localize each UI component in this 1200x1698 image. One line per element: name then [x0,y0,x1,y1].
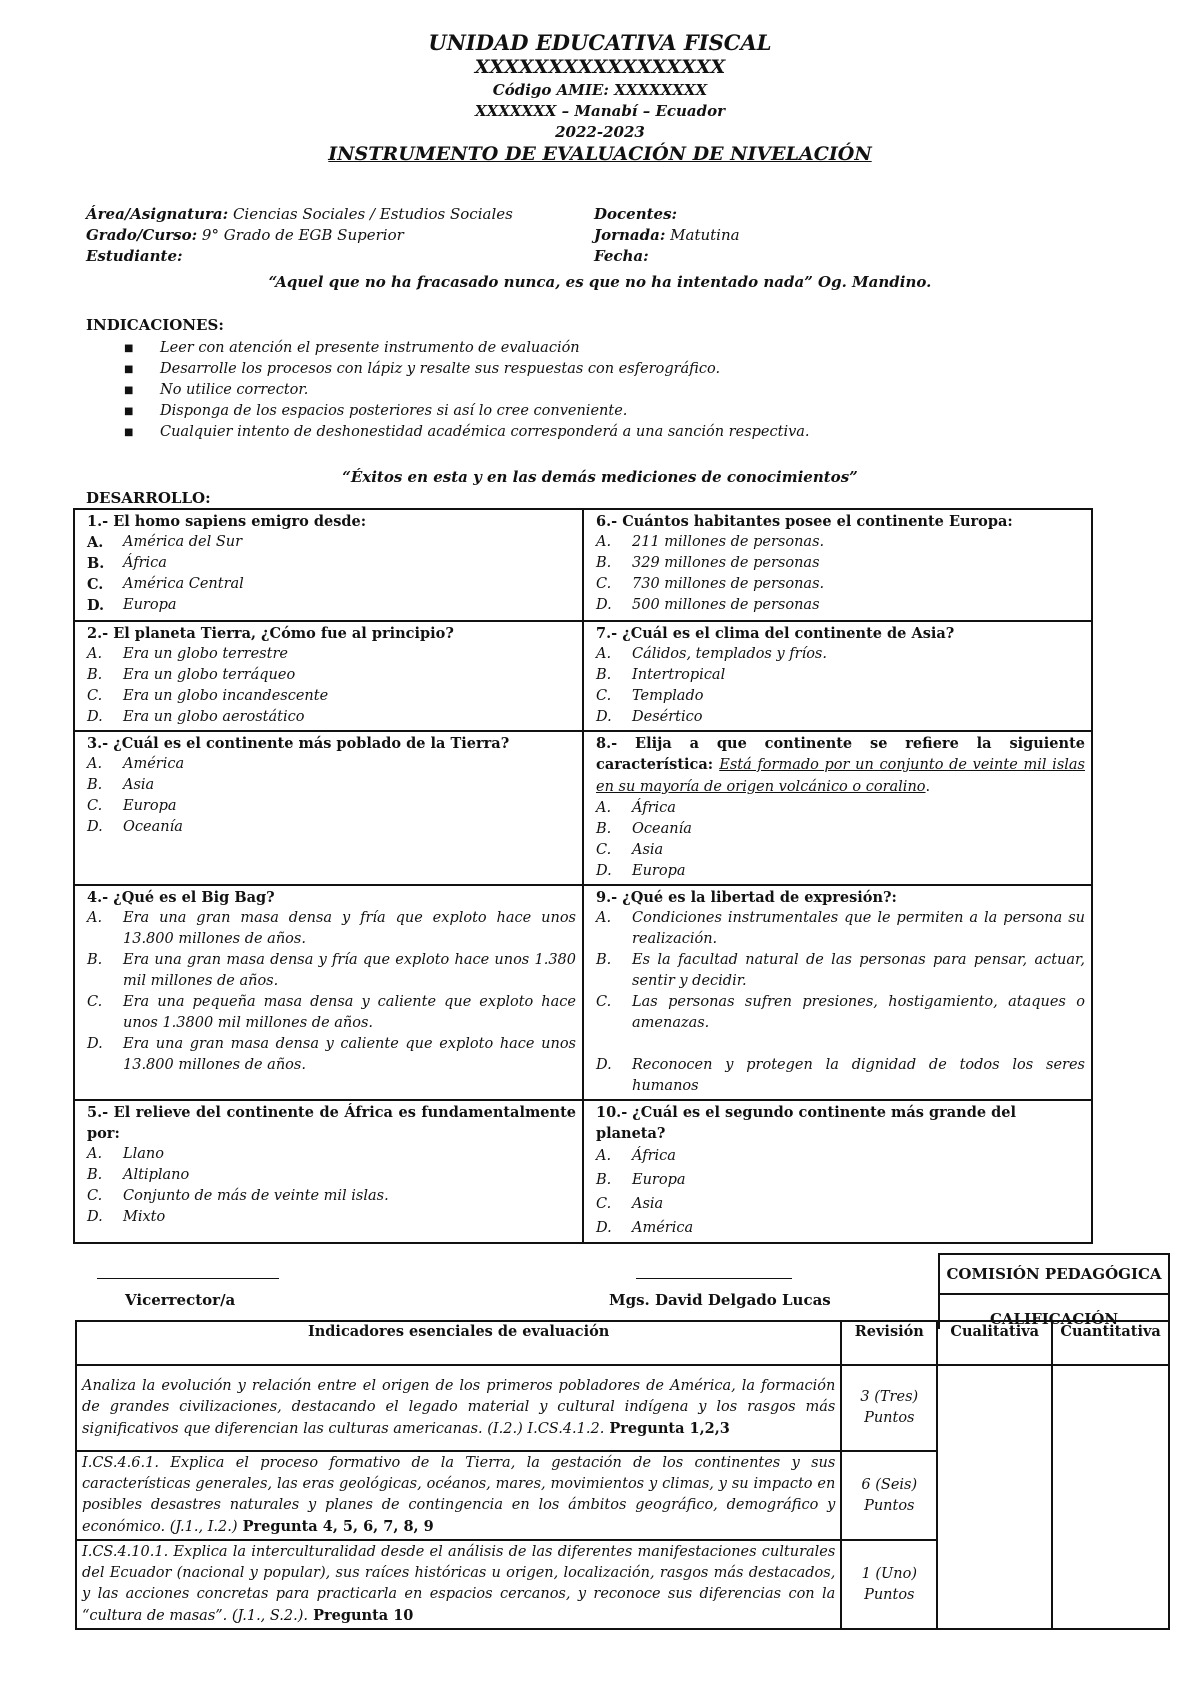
list-item: ■ Desarrolle los procesos con lápiz y resalte sus respuestas con esferográfico. [124,359,810,380]
page-title: INSTRUMENTO DE EVALUACIÓN DE NIVELACIÓN [328,142,872,165]
comision-title: COMISIÓN PEDAGÓGICA [939,1254,1169,1294]
grado-label: Grado/Curso: [86,226,198,244]
question-1: 1.- El homo sapiens emigro desde: A. América del Sur B. África C. América Central D. Europa [74,509,583,621]
comision-table [938,1253,1170,1329]
docentes-label: Docentes: [594,205,678,223]
question-4: 4.- ¿Qué es el Big Bag? A. Era una gran masa densa y fría que exploto hace unos 13.800 millones de años. B. Era una gran masa densa y fría que exploto hace unos 1.380 mil millones de años. C. Era una pequeña masa densa y caliente que exploto hace unos 1.3800 mil millones de años. D. Era una gran masa densa y caliente que exploto hace unos 13.800 millones de años. [74,885,583,1100]
exitos-message: “Éxitos en esta y en las demás mediciones de conocimientos” [342,468,858,486]
grado-value: 9° Grado de EGB Superior [197,226,404,244]
revision-header: Revisión [841,1321,937,1365]
square-bullet-icon: ■ [124,406,134,417]
question-10: 10.- ¿Cuál es el segundo continente más grande del planeta? A. África B. Europa C. Asia D. América [583,1100,1092,1243]
estudiante-label: Estudiante: [86,247,183,265]
cualitativa-cell[interactable] [937,1365,1052,1629]
list-item: ■ No utilice corrector. [124,380,810,401]
square-bullet-icon: ■ [124,364,134,375]
question-5: 5.- El relieve del continente de África es fundamentalmente por: A. Llano B. Altiplano C. Conjunto de más de veinte mil islas. D. Mixto [74,1100,583,1243]
revision-1: 3 (Tres) Puntos [841,1365,937,1451]
question-8-description: Está formado por un conjunto de veinte mil islas en su mayoría de origen volcánico o coralino [596,757,1085,795]
docente-signature-line [636,1278,792,1279]
school-name: UNIDAD EDUCATIVA FISCAL [428,30,772,55]
indicator-3: I.CS.4.10.1. Explica la interculturalidad desde el análisis de las diferentes manifestaciones culturales del Ecuador (nacional y popular), sus raíces históricas u origen, localización, rasgos más destacados, y las acciones concretas para practicarla en espacios cercanos, y reconoce sus diferencias con la “cultura de masas”. (J.1., S.2.). Pregunta 10 [76,1540,841,1629]
question-9: 9.- ¿Qué es la libertad de expresión?: A. Condiciones instrumentales que le permiten a la persona su realización. B. Es la facultad natural de las personas para pensar, actuar, sentir y decidir. C. Las personas sufren presiones, hostigamiento, ataques o amenazas. D. Reconocen y protegen la dignidad de todos los seres humanos [583,885,1092,1100]
fecha-label: Fecha: [594,247,649,265]
square-bullet-icon: ■ [124,343,134,354]
exam-metadata [86,205,1116,268]
revision-2: 6 (Seis) Puntos [841,1451,937,1540]
indicadores-header: Indicadores esenciales de evaluación [76,1321,841,1365]
square-bullet-icon: ■ [124,427,134,438]
area-label: Área/Asignatura: [86,205,229,223]
header [0,30,1200,165]
jornada-label: Jornada: [594,226,666,244]
question-3: 3.- ¿Cuál es el continente más poblado de la Tierra? A. América B. Asia C. Europa D. Oceanía [74,731,583,885]
question-8: 8.- Elija a que continente se refiere la siguiente característica: Está formado por un conjunto de veinte mil islas en su mayoría de origen volcánico o coralino. A. África B. Oceanía C. Asia D. Europa [583,731,1092,885]
list-item: ■ Cualquier intento de deshonestidad académica corresponderá a una sanción respectiva. [124,422,810,443]
amie-code: Código AMIE: XXXXXXXX [492,80,708,99]
calificacion-label: CALIFICACIÓN [939,1294,1169,1329]
question-7: 7.- ¿Cuál es el clima del continente de Asia? A. Cálidos, templados y fríos. B. Intertropical C. Templado D. Desértico [583,621,1092,731]
cualitativa-header: Cualitativa [937,1321,1052,1365]
question-6: 6.- Cuántos habitantes posee el continente Europa: A. 211 millones de personas. B. 329 millones de personas C. 730 millones de personas. D. 500 millones de personas [583,509,1092,621]
list-item: ■ Leer con atención el presente instrumento de evaluación [124,338,810,359]
school-code: XXXXXXXXXXXXXXXXX [474,56,726,79]
indicator-1: Analiza la evolución y relación entre el origen de los primeros pobladores de América, la formación de grandes civilizaciones, destacando el legado material y cultural indígena y los rasgos más significativos que diferencian las culturas americanas. (I.2.) I.CS.4.1.2. Pregunta 1,2,3 [76,1365,841,1451]
school-location: XXXXXXX – Manabí – Ecuador [474,101,726,120]
square-bullet-icon: ■ [124,385,134,396]
indicaciones-title: INDICACIONES: [86,316,224,334]
motivational-quote: “Aquel que no ha fracasado nunca, es que no ha intentado nada” Og. Mandino. [268,273,932,291]
table-row [76,1365,1169,1451]
cuantitativa-header: Cuantitativa [1052,1321,1169,1365]
indicaciones-list [124,338,810,443]
docente-label: Mgs. David Delgado Lucas [609,1291,831,1309]
revision-3: 1 (Uno) Puntos [841,1540,937,1629]
indicator-2: I.CS.4.6.1. Explica el proceso formativo de la Tierra, la gestación de los continentes y sus características generales, las eras geológicas, océanos, mares, movimientos y climas, y su impacto en posibles desastres naturales y planes de contingencia en los ámbitos geográfico, demográfico y económico. (J.1., I.2.) Pregunta 4, 5, 6, 7, 8, 9 [76,1451,841,1540]
jornada-value: Matutina [665,226,740,244]
area-value: Ciencias Sociales / Estudios Sociales [228,205,513,223]
cuantitativa-cell[interactable] [1052,1365,1169,1629]
vicerrector-label: Vicerrector/a [125,1291,236,1309]
questions-table [73,508,1093,1244]
vicerrector-signature-line [97,1278,279,1279]
desarrollo-label: DESARROLLO: [86,489,211,507]
question-2: 2.- El planeta Tierra, ¿Cómo fue al principio? A. Era un globo terrestre B. Era un globo terráqueo C. Era un globo incandescente D. Era un globo aerostático [74,621,583,731]
school-year: 2022-2023 [555,122,645,141]
list-item: ■ Disponga de los espacios posteriores si así lo cree conveniente. [124,401,810,422]
evaluation-table [75,1320,1170,1630]
